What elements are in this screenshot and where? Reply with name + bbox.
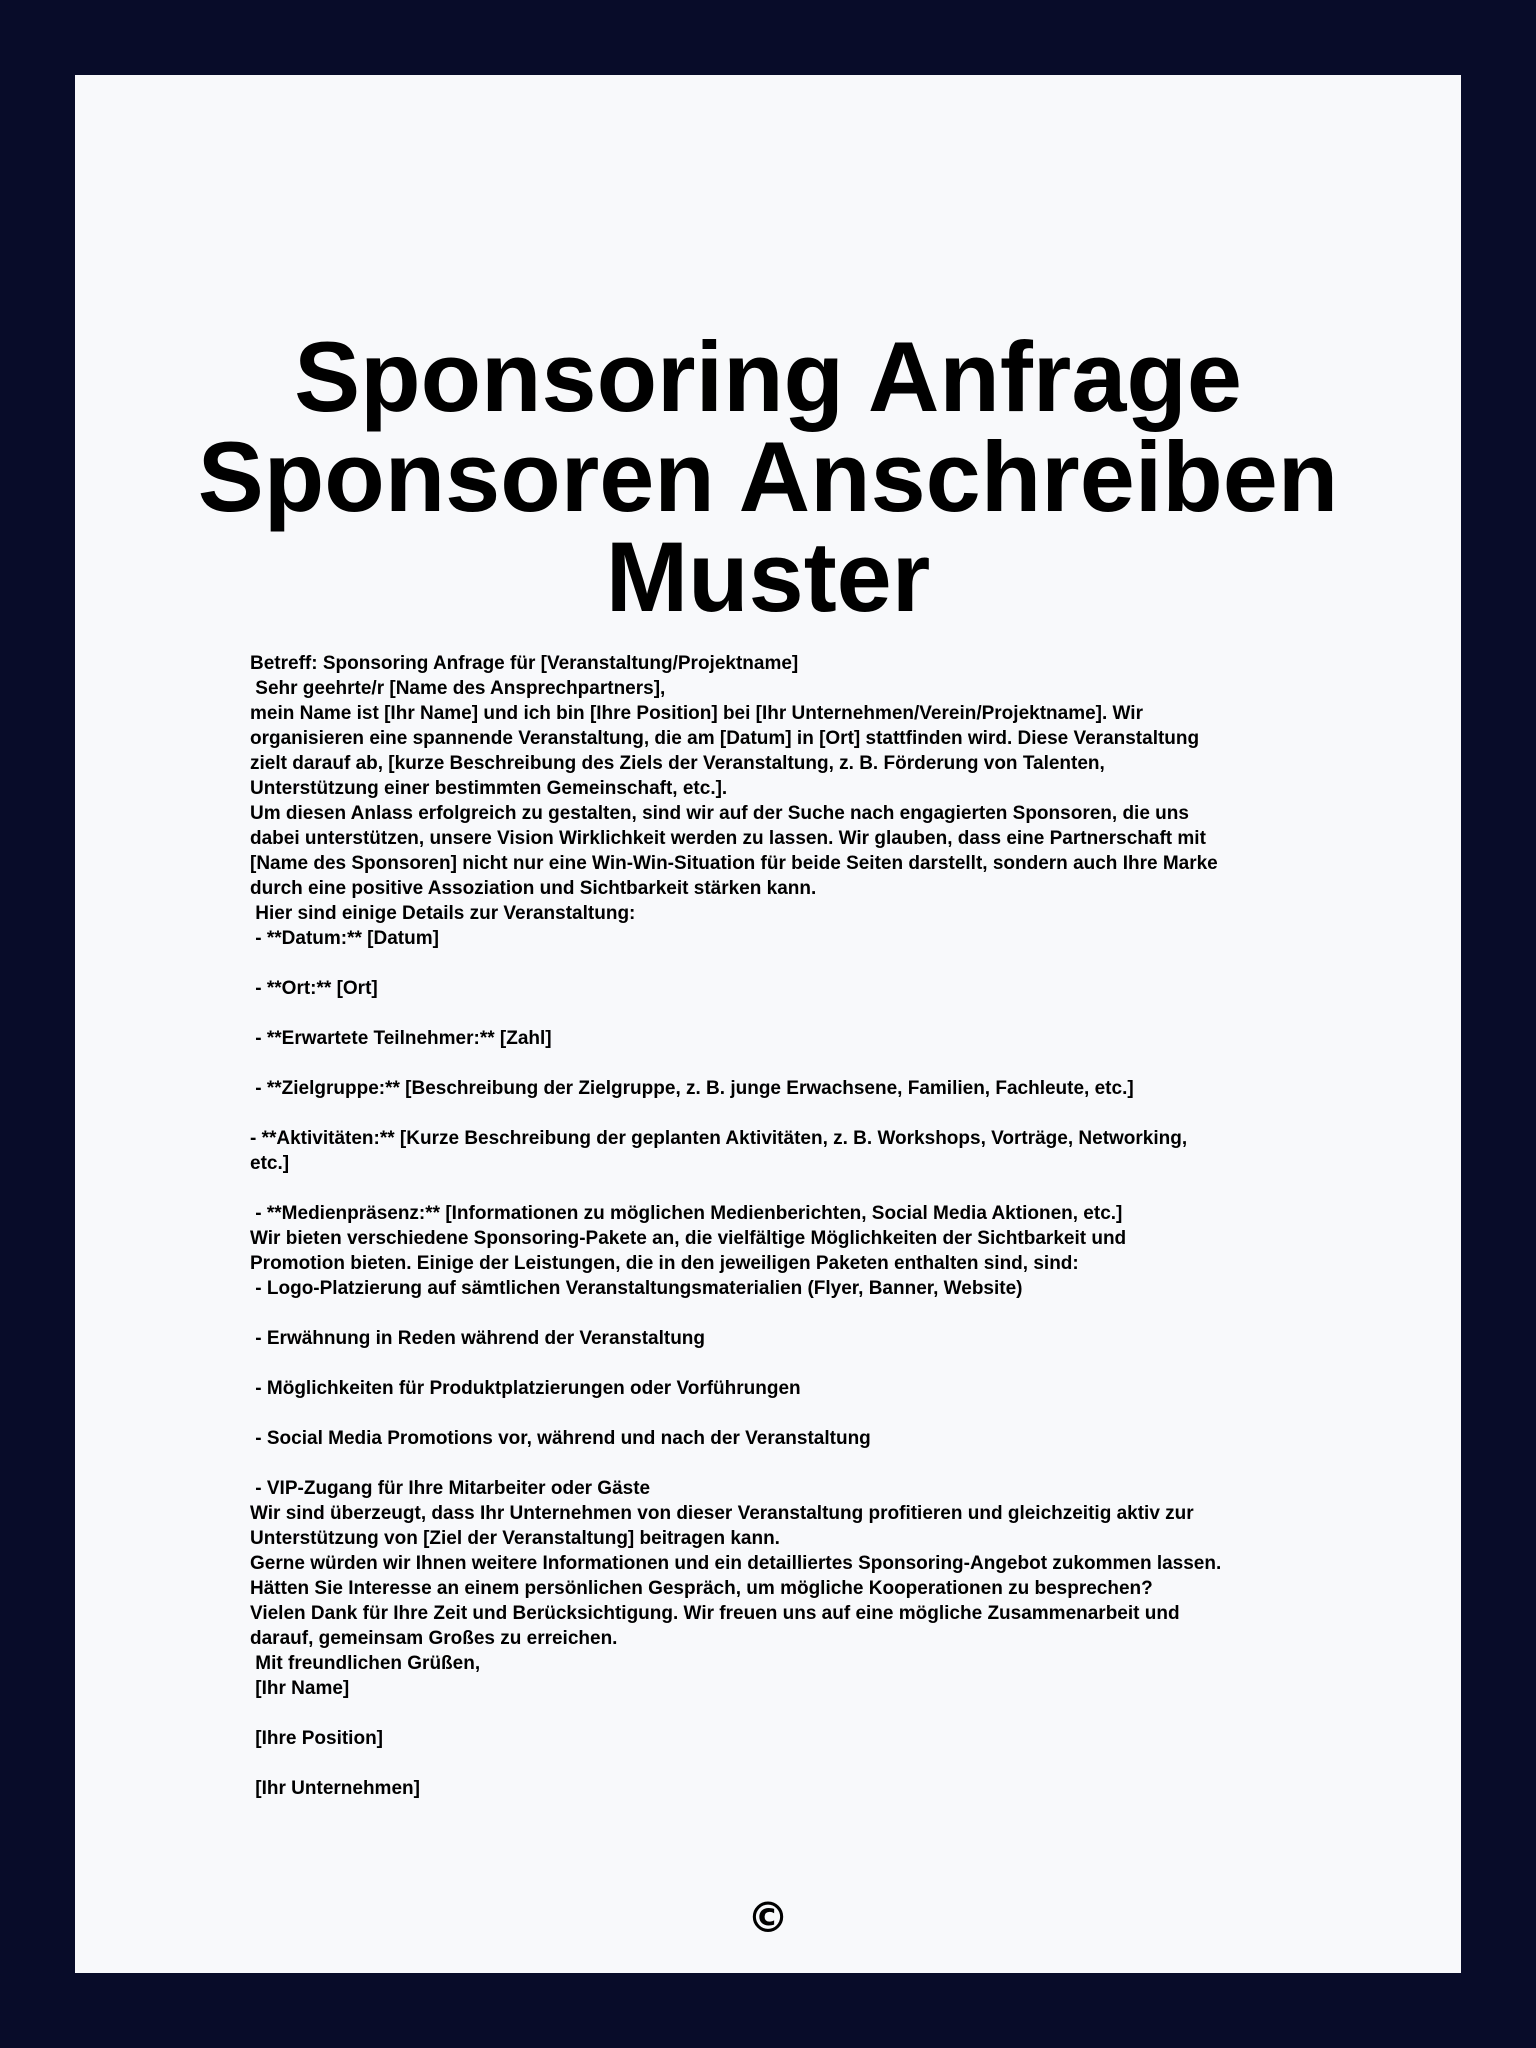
letter-line: Wir sind überzeugt, dass Ihr Unternehmen von dieser Veranstaltung profitieren und gleichzeitig aktiv zur xyxy=(250,1503,1194,1524)
letter-line: - Social Media Promotions vor, während und nach der Veranstaltung xyxy=(250,1428,871,1449)
letter-line: - **Erwartete Teilnehmer:** [Zahl] xyxy=(250,1028,552,1049)
letter-line xyxy=(250,1176,1350,1201)
letter-line: - Möglichkeiten für Produktplatzierungen oder Vorführungen xyxy=(250,1378,801,1399)
copyright-icon: © xyxy=(747,1893,789,1942)
letter-line: darauf, gemeinsam Großes zu erreichen. xyxy=(250,1628,618,1649)
letter-line: [Ihr Name] xyxy=(250,1678,350,1699)
letter-line: - **Datum:** [Datum] xyxy=(250,928,439,949)
letter-line xyxy=(250,1751,1350,1776)
document-page xyxy=(75,75,1461,1973)
letter-line: [Ihre Position] xyxy=(250,1728,383,1749)
letter-line: - VIP-Zugang für Ihre Mitarbeiter oder Gäste xyxy=(250,1478,651,1499)
letter-line: Hier sind einige Details zur Veranstaltung: xyxy=(250,903,636,924)
letter-line: Promotion bieten. Einige der Leistungen, die in den jeweiligen Paketen enthalten sind, sind: xyxy=(250,1253,1079,1274)
letter-line: Um diesen Anlass erfolgreich zu gestalten, sind wir auf der Suche nach engagierten Sponsoren, die uns xyxy=(250,803,1189,824)
letter-line xyxy=(250,951,1350,976)
title-line-3: Muster xyxy=(605,521,931,632)
letter-line: - Erwähnung in Reden während der Veranstaltung xyxy=(250,1328,706,1349)
letter-line: - **Zielgruppe:** [Beschreibung der Zielgruppe, z. B. junge Erwachsene, Familien, Fachleute, etc.] xyxy=(250,1078,1134,1099)
letter-line: durch eine positive Assoziation und Sichtbarkeit stärken kann. xyxy=(250,878,817,899)
letter-line: Unterstützung von [Ziel der Veranstaltung] beitragen kann. xyxy=(250,1528,780,1549)
letter-line: Sehr geehrte/r [Name des Ansprechpartners], xyxy=(250,678,666,699)
letter-line: mein Name ist [Ihr Name] und ich bin [Ihre Position] bei [Ihr Unternehmen/Verein/Projektname]. Wir xyxy=(250,703,1143,724)
letter-line: Betreff: Sponsoring Anfrage für [Veranstaltung/Projektname] xyxy=(250,653,799,674)
letter-line: organisieren eine spannende Veranstaltung, die am [Datum] in [Ort] stattfinden wird. Diese Veranstaltung xyxy=(250,728,1200,749)
letter-line: - Logo-Platzierung auf sämtlichen Veranstaltungsmaterialien (Flyer, Banner, Website) xyxy=(250,1278,1023,1299)
letter-line: [Ihr Unternehmen] xyxy=(250,1778,420,1799)
letter-line xyxy=(250,1101,1350,1126)
title-line-2: Sponsoren Anschreiben xyxy=(197,421,1339,532)
letter-line: Vielen Dank für Ihre Zeit und Berücksichtigung. Wir freuen uns auf eine mögliche Zusammenarbeit und xyxy=(250,1603,1180,1624)
letter-line xyxy=(250,1401,1350,1426)
letter-line: [Name des Sponsoren] nicht nur eine Win-Win-Situation für beide Seiten darstellt, sondern auch Ihre Marke xyxy=(250,853,1218,874)
letter-line: zielt darauf ab, [kurze Beschreibung des Ziels der Veranstaltung, z. B. Förderung von Talenten, xyxy=(250,753,1105,774)
letter-line: Hätten Sie Interesse an einem persönlichen Gespräch, um mögliche Kooperationen zu besprechen? xyxy=(250,1578,1153,1599)
letter-line: - **Ort:** [Ort] xyxy=(250,978,378,999)
letter-line xyxy=(250,1051,1350,1076)
letter-line xyxy=(250,1001,1350,1026)
letter-line: Unterstützung einer bestimmten Gemeinschaft, etc.]. xyxy=(250,778,728,799)
letter-line: dabei unterstützen, unsere Vision Wirklichkeit werden zu lassen. Wir glauben, dass eine Partnerschaft mit xyxy=(250,828,1206,849)
letter-line: Wir bieten verschiedene Sponsoring-Pakete an, die vielfältige Möglichkeiten der Sichtbarkeit und xyxy=(250,1228,1127,1249)
letter-body xyxy=(250,651,1350,1801)
letter-line xyxy=(250,1701,1350,1726)
letter-line xyxy=(250,1301,1350,1326)
letter-line xyxy=(250,1351,1350,1376)
page-title xyxy=(75,321,1461,632)
title-line-1: Sponsoring Anfrage xyxy=(294,321,1242,432)
letter-line xyxy=(250,1451,1350,1476)
letter-line: Gerne würden wir Ihnen weitere Informationen und ein detailliertes Sponsoring-Angebot zukommen lassen. xyxy=(250,1553,1222,1574)
letter-line: - **Aktivitäten:** [Kurze Beschreibung der geplanten Aktivitäten, z. B. Workshops, Vorträge, Networking, xyxy=(250,1128,1188,1149)
letter-line: - **Medienpräsenz:** [Informationen zu möglichen Medienberichten, Social Media Aktionen, etc.] xyxy=(250,1203,1123,1224)
letter-line: Mit freundlichen Grüßen, xyxy=(250,1653,481,1674)
letter-line: etc.] xyxy=(250,1153,290,1174)
